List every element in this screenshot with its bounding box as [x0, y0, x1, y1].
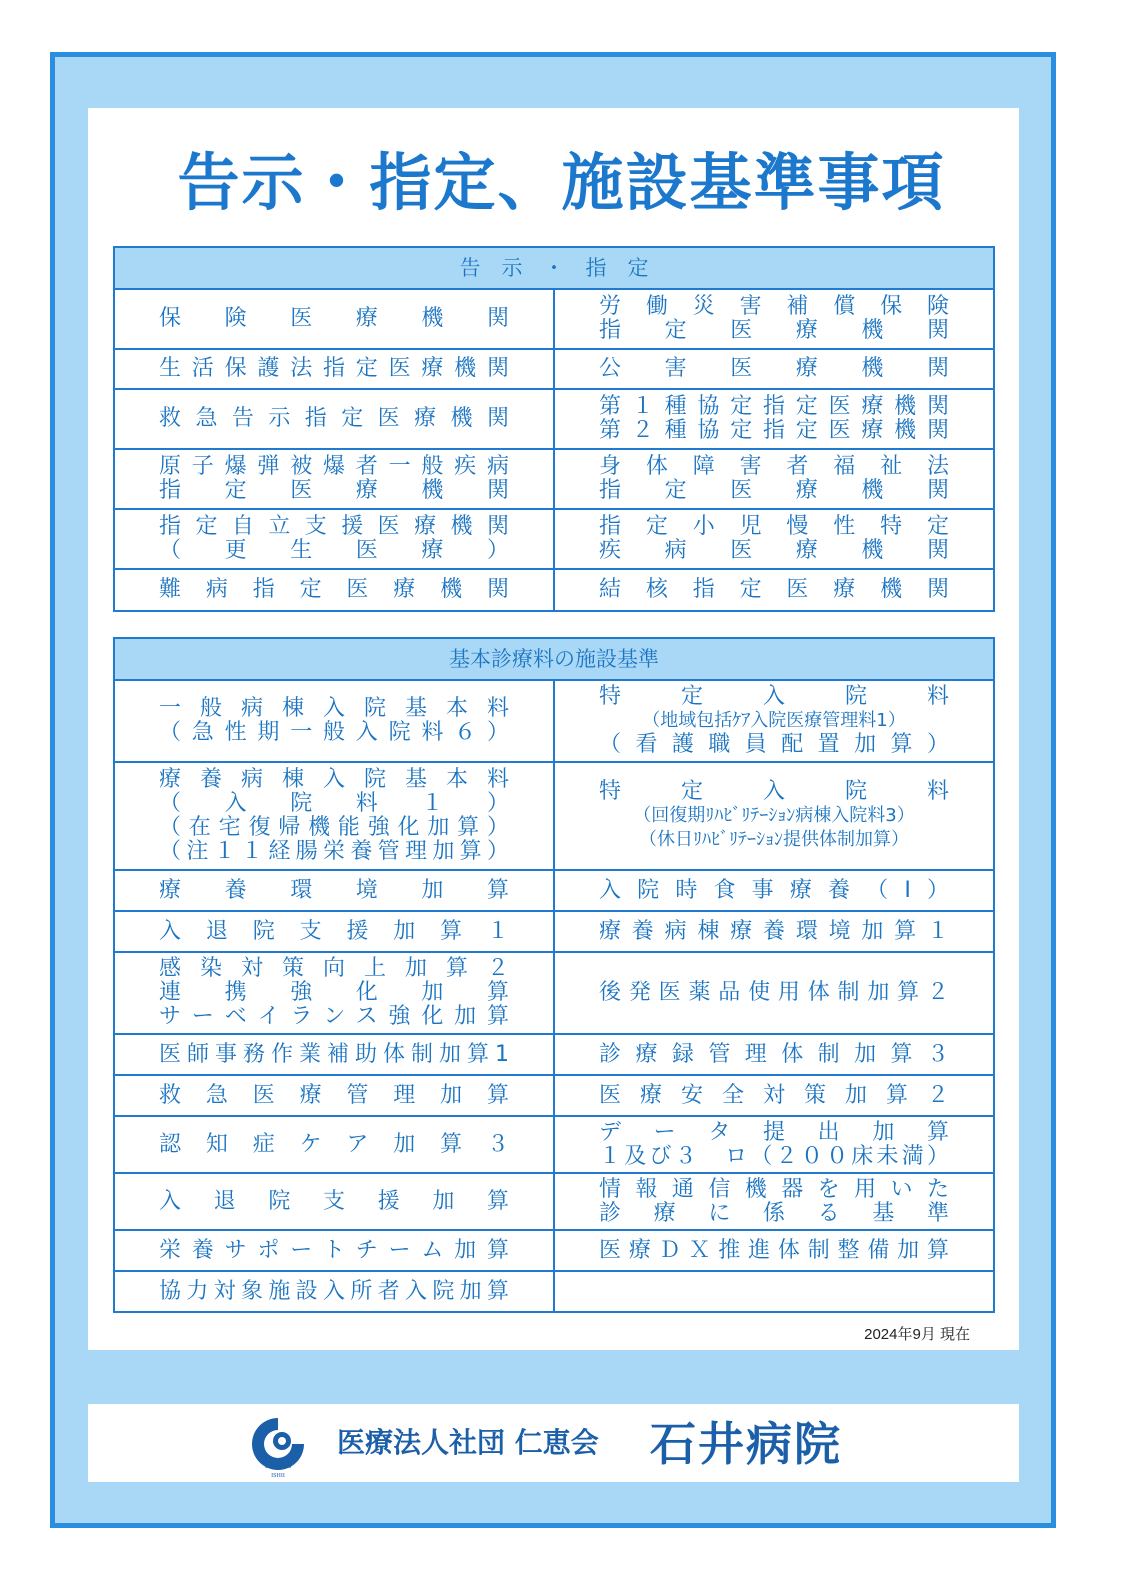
cell-line: 指定医療機関 — [599, 318, 949, 343]
cell-line: （急性期一般入院料６） — [159, 720, 509, 745]
cell-line: 保険医療機関 — [159, 306, 509, 331]
table-cell-left — [114, 569, 554, 611]
table-row — [114, 1271, 994, 1312]
cell-line: 医師事務作業補助体制加算1 — [159, 1041, 509, 1067]
cell-line: 指定医療機関 — [599, 478, 949, 503]
cell-line: （注１１経腸栄養管理加算） — [159, 839, 509, 864]
cell-line: （在宅復帰機能強化加算） — [159, 815, 509, 840]
table-cell-left — [114, 349, 554, 389]
cell-line: 救急告示指定医療機関 — [159, 406, 509, 431]
cell-line: 指定小児慢性特定 — [599, 514, 949, 539]
table-row — [114, 509, 994, 569]
table-cell-right — [554, 389, 994, 449]
cell-line: 結核指定医療機関 — [599, 577, 949, 602]
cell-line: 医療ＤＸ推進体制整備加算 — [599, 1237, 949, 1263]
table-row — [114, 349, 994, 389]
cell-line: 療養環境加算 — [159, 877, 509, 903]
table-cell-left — [114, 289, 554, 349]
cell-line: 第２種協定指定医療機関 — [599, 418, 949, 443]
table-row — [114, 1116, 994, 1173]
cell-line: 特定入院料 — [599, 684, 949, 709]
cell-line: サーベイランス強化加算 — [159, 1004, 509, 1029]
table-row — [114, 1173, 994, 1230]
table-row — [114, 870, 994, 911]
table-cell-right — [554, 1075, 994, 1116]
table-cell-right — [554, 1116, 994, 1173]
cell-line: 生活保護法指定医療機関 — [159, 356, 509, 381]
cell-line: 診療録管理体制加算３ — [599, 1041, 949, 1067]
table-cell-right — [554, 1271, 994, 1312]
table-cell-left — [114, 1271, 554, 1312]
table-cell-left — [114, 870, 554, 911]
table-cell-left — [114, 762, 554, 870]
facility-standards-table — [113, 637, 995, 1313]
page-title: 告示・指定、施設基準事項 — [177, 146, 946, 219]
table-cell-right — [554, 680, 994, 762]
cell-line: 第１種協定指定医療機関 — [599, 394, 949, 419]
table-row — [114, 762, 994, 870]
table-row — [114, 569, 994, 611]
cell-line: 入院時食事療養（Ⅰ） — [599, 877, 949, 903]
cell-line: 後発医薬品使用体制加算２ — [599, 980, 949, 1005]
cell-line: 難病指定医療機関 — [159, 577, 509, 602]
table-cell-left — [114, 952, 554, 1034]
cell-line: （看護職員配置加算） — [599, 732, 949, 757]
table-cell-right — [554, 762, 994, 870]
cell-line: 療養病棟療養環境加算１ — [599, 918, 949, 944]
cell-line: 医療安全対策加算２ — [599, 1082, 949, 1108]
table-row — [114, 289, 994, 349]
cell-line: 救急医療管理加算 — [159, 1082, 509, 1108]
designation-table-header: 告 示 ・ 指 定 — [114, 247, 994, 289]
table-cell-right — [554, 289, 994, 349]
table-cell-left — [114, 449, 554, 509]
cell-line: １及び３ ロ（２００床未満） — [599, 1143, 949, 1169]
organization-name: 医療法人社団 仁恵会 — [337, 1426, 599, 1459]
cell-line: （入院料１） — [159, 791, 509, 816]
table-cell-right — [554, 870, 994, 911]
table-cell-right — [554, 349, 994, 389]
cell-line: 療養病棟入院基本料 — [159, 767, 509, 792]
cell-line: （更生医療） — [159, 538, 509, 563]
svg-text:ISHII: ISHII — [271, 1473, 285, 1479]
table-cell-left — [114, 1075, 554, 1116]
table-cell-left — [114, 1230, 554, 1271]
table-cell-right — [554, 569, 994, 611]
cell-line: 入退院支援加算１ — [159, 918, 509, 944]
table-row — [114, 1034, 994, 1075]
table-row — [114, 1075, 994, 1116]
cell-line: 診療に係る基準 — [599, 1200, 949, 1226]
cell-line: データ提出加算 — [599, 1119, 949, 1145]
as-of-date: 2024年9月 現在 — [864, 1326, 970, 1343]
table-row — [114, 1230, 994, 1271]
cell-line: （地域包括ｹｱ入院医療管理料1） — [642, 710, 906, 731]
table-cell-right — [554, 952, 994, 1034]
hospital-logo-icon — [246, 1414, 310, 1480]
cell-line: （休日ﾘﾊﾋﾞﾘﾃｰｼｮﾝ提供体制加算） — [639, 829, 909, 850]
table-cell-left — [114, 1173, 554, 1230]
cell-line: 公害医療機関 — [599, 356, 949, 381]
cell-line: 一般病棟入院基本料 — [159, 696, 509, 721]
svg-text:Since 1963: Since 1963 — [264, 1464, 292, 1470]
table-cell-left — [114, 389, 554, 449]
cell-line: 入退院支援加算 — [159, 1188, 509, 1214]
cell-line: 原子爆弾被爆者一般疾病 — [159, 454, 509, 479]
table-cell-right — [554, 1173, 994, 1230]
hospital-name: 石井病院 — [650, 1417, 842, 1471]
cell-line: 認知症ケア加算３ — [159, 1131, 509, 1157]
table-row — [114, 680, 994, 762]
cell-line: 指定医療機関 — [159, 478, 509, 503]
designation-table — [113, 246, 995, 612]
cell-line: 身体障害者福祉法 — [599, 454, 949, 479]
table-cell-right — [554, 1230, 994, 1271]
cell-line: （回復期ﾘﾊﾋﾞﾘﾃｰｼｮﾝ病棟入院料3） — [633, 805, 915, 826]
table-cell-right — [554, 509, 994, 569]
table-cell-left — [114, 911, 554, 952]
cell-line: 疾病医療機関 — [599, 538, 949, 563]
table-row — [114, 952, 994, 1034]
cell-line: 情報通信機器を用いた — [599, 1176, 949, 1202]
table-row — [114, 911, 994, 952]
table-cell-left — [114, 1034, 554, 1075]
table-cell-right — [554, 449, 994, 509]
cell-line: 協力対象施設入所者入院加算 — [159, 1278, 509, 1304]
cell-line: 栄養サポートチーム加算 — [159, 1237, 509, 1263]
cell-line: 特定入院料 — [599, 779, 949, 804]
table-row — [114, 449, 994, 509]
table-cell-right — [554, 911, 994, 952]
table-row — [114, 389, 994, 449]
table-cell-left — [114, 1116, 554, 1173]
table-cell-left — [114, 680, 554, 762]
table-cell-right — [554, 1034, 994, 1075]
cell-line: 感染対策向上加算２ — [159, 956, 509, 981]
cell-line: 連携強化加算 — [159, 980, 509, 1005]
cell-line: 労働災害補償保険 — [599, 294, 949, 319]
cell-line: 指定自立支援医療機関 — [159, 514, 509, 539]
table-cell-left — [114, 509, 554, 569]
facility-standards-table-header: 基本診療料の施設基準 — [114, 638, 994, 680]
